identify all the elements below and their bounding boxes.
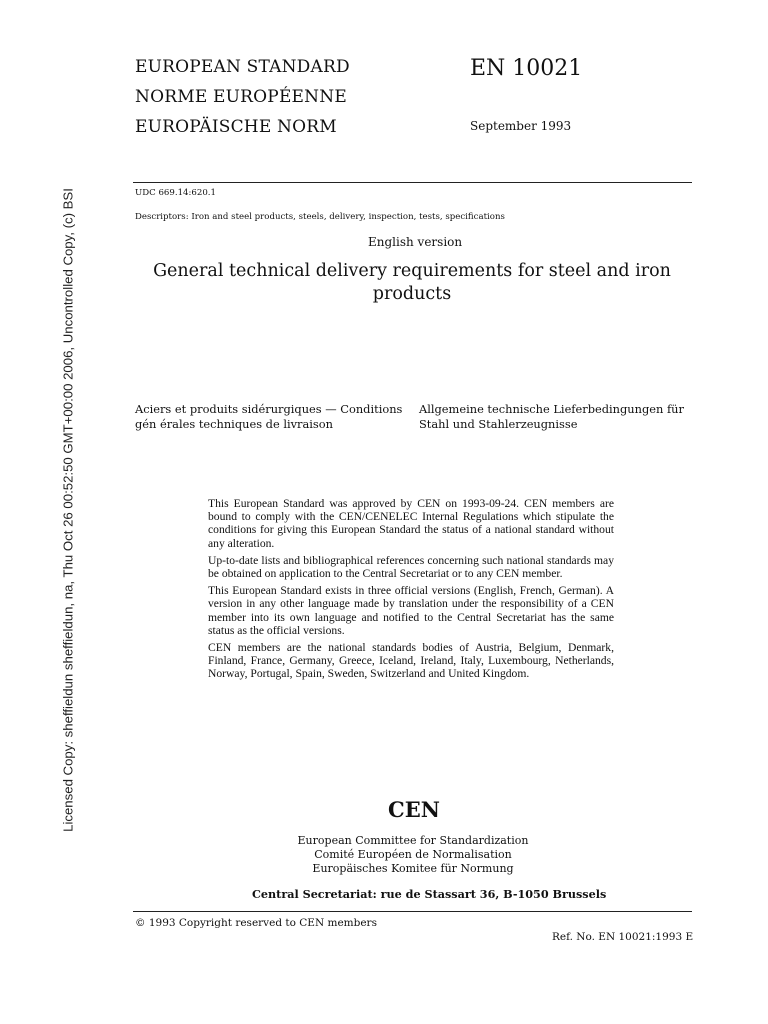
paragraph: This European Standard was approved by CEN on 1993-09-24. CEN members are bound to comply with the CEN/CENELEC Internal Regulations which stipulate the conditions for giving this European Standard the status of a national standard without any alteration. [208,497,614,550]
reference-number: Ref. No. EN 10021:1993 E [552,931,694,943]
copyright: © 1993 Copyright reserved to CEN members [135,917,377,929]
udc-code: UDC 669.14:620.1 [135,188,217,198]
header-line-fr: NORME EUROPÉENNE [135,87,347,107]
side-watermark: Licensed Copy: sheffieldun sheffieldun, na, Thu Oct 26 00:52:50 GMT+00:00 2006, Uncontrolled Copy, (c) BSI [60,188,76,832]
cen-acronym: CEN [388,797,440,822]
descriptors: Descriptors: Iron and steel products, steels, delivery, inspection, tests, specifications [135,212,505,222]
header-line-en: EUROPEAN STANDARD [135,57,350,77]
header-rule [133,182,692,183]
standard-number: EN 10021 [470,56,583,81]
document-title: General technical delivery requirements for steel and iron products [153,261,671,304]
central-secretariat: Central Secretariat: rue de Stassart 36, B-1050 Brussels [252,887,607,901]
footer-rule [133,911,692,912]
cen-name-de: Europäisches Komitee für Normung [312,862,514,875]
publication-date: September 1993 [470,119,572,133]
cen-names [263,834,563,876]
approval-text [208,497,614,685]
header-line-de: EUROPÄISCHE NORM [135,117,337,137]
german-title: Allgemeine technische Lieferbedingungen für Stahl und Stahlerzeugnisse [419,402,684,431]
french-title: Aciers et produits sidérurgiques — Conditions gén érales techniques de livraison [135,402,403,431]
version-label: English version [368,235,463,249]
cen-name-fr: Comité Européen de Normalisation [314,848,512,861]
paragraph: Up-to-date lists and bibliographical references concerning such national standards may be obtained on application to the Central Secretariat or to any CEN member. [208,553,614,581]
cen-name-en: European Committee for Standardization [297,834,529,847]
paragraph: This European Standard exists in three official versions (English, French, German). A version in any other language made by translation under the responsibility of a CEN member into its own language and notified to the Central Secretariat has the same status as the official versions. [208,584,614,637]
paragraph: CEN members are the national standards bodies of Austria, Belgium, Denmark, Finland, France, Germany, Greece, Iceland, Ireland, Italy, Luxembourg, Netherlands, Norway, Portugal, Spain, Sweden, Switzerland and United Kingdom. [208,641,614,681]
